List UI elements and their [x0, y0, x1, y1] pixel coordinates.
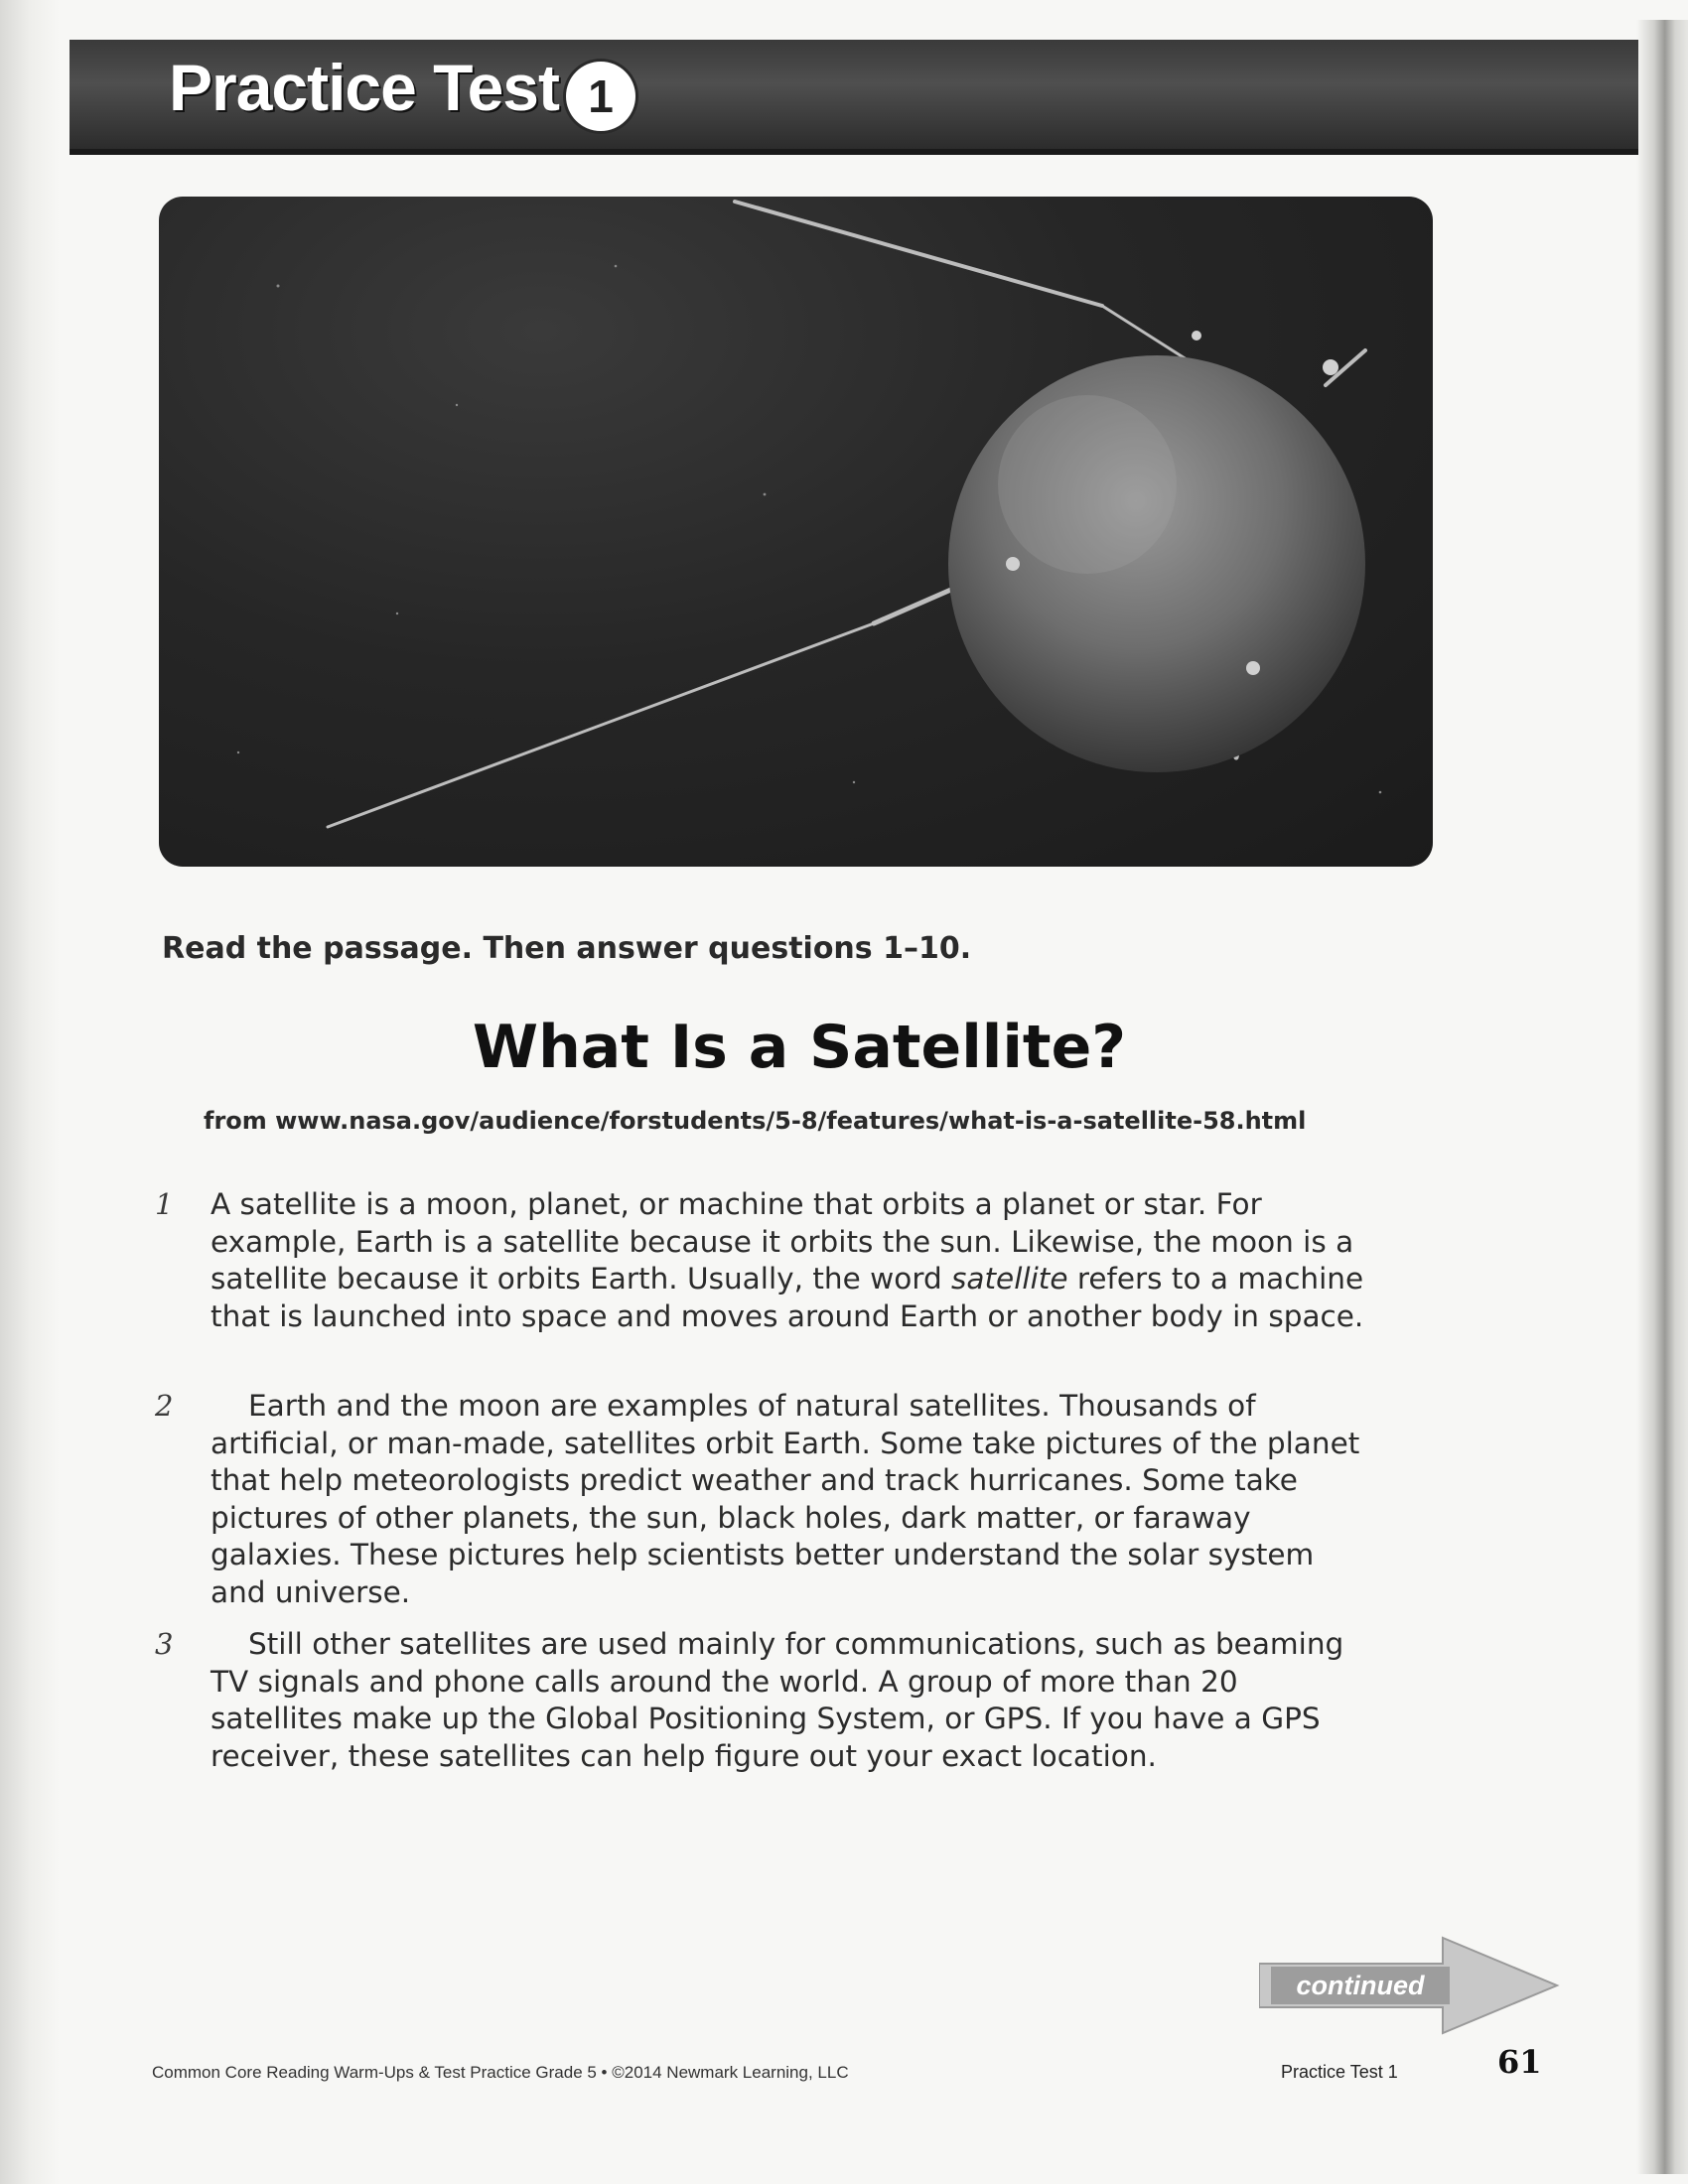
continued-label: continued: [1271, 1967, 1450, 2004]
passage-title: What Is a Satellite?: [472, 1013, 1127, 1082]
paragraph-text: A satellite is a moon, planet, or machine that orbits a planet or star. For example, Earth is a satellite because it orbits the sun. Likewise, the moon is a satellite because it orbits Earth. Usually, the word: [211, 1187, 1354, 1296]
page-number: 61: [1497, 2043, 1542, 2081]
antenna-2: [328, 623, 874, 827]
paragraph-3: [155, 1626, 1372, 1775]
satellite-photo: [159, 197, 1433, 867]
paragraph-number: 1: [155, 1187, 174, 1221]
test-number-badge: 1: [566, 62, 635, 131]
paragraph-italic-term: satellite: [951, 1262, 1068, 1296]
footer-section: Practice Test 1: [1281, 2062, 1398, 2082]
paragraph-2: [155, 1388, 1372, 1611]
paragraph-text: Earth and the moon are examples of natural satellites. Thousands of artificial, or man-made, satellites orbit Earth. Some take pictures of the planet that help meteorologists predict weather and track hurricanes. Some take pictures of other planets, the sun, black holes, dark matter, or faraway galaxies. These pictures help scientists better understand the solar system and universe.: [211, 1389, 1360, 1609]
scan-right-edge: [1636, 20, 1688, 2174]
page-title: Practice Test: [169, 51, 559, 124]
antenna-1: [735, 202, 1102, 306]
paragraph-1: [155, 1186, 1372, 1335]
paragraph-text: Still other satellites are used mainly for communications, such as beaming TV signals and phone calls around the world. A group of more than 20 satellites make up the Global Positioning System, or GPS. If you have a GPS receiver, these satellites can help figure out your exact location.: [211, 1627, 1344, 1773]
passage-source: from www.nasa.gov/audience/forstudents/5-8/features/what-is-a-satellite-58.html: [204, 1107, 1307, 1135]
scan-left-edge: [0, 0, 60, 2184]
header-banner: [70, 40, 1638, 155]
footer-credit: Common Core Reading Warm-Ups & Test Practice Grade 5 • ©2014 Newmark Learning, LLC: [152, 2063, 849, 2082]
paragraph-number: 2: [155, 1389, 174, 1423]
sputnik-illustration: [159, 197, 1433, 867]
continued-indicator: [1259, 1936, 1567, 2035]
paragraph-number: 3: [155, 1627, 174, 1661]
paragraph-text: refers to a machine that is launched into space and moves around Earth or another body in space.: [211, 1262, 1364, 1333]
instructions: Read the passage. Then answer questions 1–10.: [162, 931, 972, 966]
